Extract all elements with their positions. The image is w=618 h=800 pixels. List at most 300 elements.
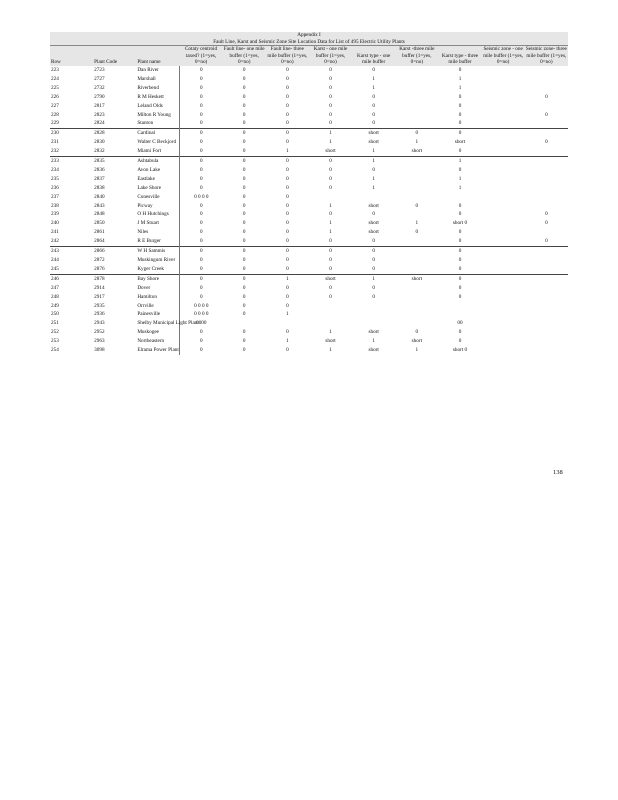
cell-plant-name: Elrama Power Plant bbox=[137, 347, 179, 354]
cell-karst-type-one-mile: 1 bbox=[352, 274, 395, 283]
cell-fault-one-mile bbox=[223, 319, 266, 328]
cell-row-number: 231 bbox=[51, 139, 59, 146]
cell-seismic-three-mile bbox=[525, 119, 568, 128]
cell-seismic-three-mile bbox=[525, 147, 568, 156]
cell-county-centroid: 0000 bbox=[196, 320, 207, 327]
cell-karst-three-mile: 0 bbox=[415, 229, 419, 236]
cell-seismic-one-mile bbox=[482, 75, 525, 84]
cell-seismic-one-mile bbox=[482, 166, 525, 175]
cell-karst-three-mile: 1 bbox=[415, 220, 419, 227]
cell-karst-three-mile bbox=[395, 184, 438, 193]
cell-plant-name: J M Stuart bbox=[136, 219, 179, 228]
table-row bbox=[50, 210, 568, 219]
cell-karst-one-mile: 0 bbox=[329, 293, 332, 300]
cell-karst-type-one-mile: short bbox=[368, 202, 379, 209]
cell-county-centroid: 0 bbox=[200, 148, 203, 155]
cell-seismic-one-mile bbox=[482, 228, 525, 237]
cell-karst-one-mile: 0 bbox=[309, 157, 352, 166]
cell-karst-type-one-mile bbox=[352, 193, 395, 202]
cell-karst-one-mile: short bbox=[309, 274, 352, 283]
cell-plant-code: 2824 bbox=[94, 120, 105, 127]
cell-karst-three-mile: short bbox=[411, 148, 423, 155]
cell-seismic-three-mile bbox=[525, 256, 568, 265]
cell-fault-one-mile: 0 bbox=[242, 302, 246, 309]
cell-fault-three-mile: 0 bbox=[286, 202, 289, 209]
cell-seismic-three-mile: 0 bbox=[545, 139, 548, 146]
cell-plant-name: R E Burger bbox=[136, 237, 179, 246]
cell-karst-one-mile: 1 bbox=[329, 139, 332, 146]
table-row bbox=[50, 66, 568, 75]
col-header-seismic-three-mile: Seismic zone- three mile buffer (1=yes, 0=no) bbox=[525, 46, 567, 66]
cell-karst-three-mile bbox=[395, 256, 438, 265]
cell-karst-three-mile bbox=[395, 293, 438, 302]
cell-seismic-one-mile bbox=[482, 129, 525, 138]
cell-county-centroid: 0 bbox=[200, 84, 203, 91]
table-row bbox=[50, 284, 568, 293]
cell-karst-one-mile: 0 bbox=[309, 247, 352, 256]
cell-seismic-one-mile bbox=[482, 310, 525, 319]
cell-fault-three-mile: 0 bbox=[286, 293, 289, 300]
cell-karst-three-mile bbox=[395, 93, 438, 102]
cell-fault-one-mile: 0 bbox=[242, 284, 246, 291]
cell-county-centroid: 0 0 0 0 bbox=[194, 311, 209, 318]
cell-seismic-three-mile bbox=[525, 157, 568, 166]
cell-fault-three-mile: 0 bbox=[286, 84, 289, 91]
cell-seismic-one-mile bbox=[482, 256, 525, 265]
table-subtitle: Fault Line, Karst and Seismic Zone Site Location Data for List of 495 Electric Utility Plants bbox=[50, 39, 568, 46]
cell-row-number: 242 bbox=[51, 238, 59, 245]
cell-karst-type-three-mile: 0 bbox=[458, 257, 462, 263]
cell-karst-one-mile: 1 bbox=[329, 329, 332, 336]
cell-karst-type-three-mile: 0 bbox=[458, 293, 462, 300]
cell-karst-three-mile: 0 bbox=[415, 202, 419, 209]
cell-seismic-one-mile bbox=[482, 247, 525, 256]
table-row bbox=[50, 75, 568, 84]
cell-karst-type-one-mile: 1 bbox=[352, 157, 395, 166]
cell-karst-one-mile: 0 bbox=[329, 84, 332, 91]
cell-fault-one-mile: 0 bbox=[242, 102, 246, 109]
cell-plant-code: 2935 bbox=[94, 302, 105, 309]
col-header-county-centroid: Cotaty centroid taxed? (1=yes, 0=no) bbox=[179, 46, 222, 66]
col-header-seismic-one-mile: Seismic zone - one mile buffer (1=yes, 0=no) bbox=[483, 46, 524, 66]
cell-karst-type-one-mile bbox=[352, 319, 395, 328]
cell-fault-three-mile: 1 bbox=[286, 338, 289, 345]
cell-karst-type-three-mile: short bbox=[454, 139, 466, 146]
cell-seismic-one-mile bbox=[482, 184, 525, 193]
cell-row-number: 225 bbox=[51, 84, 59, 91]
cell-row-number: 228 bbox=[51, 111, 59, 118]
cell-plant-code: 2848 bbox=[94, 211, 105, 218]
cell-plant-code: 2835 bbox=[93, 157, 136, 166]
cell-karst-type-three-mile: 0 bbox=[458, 265, 462, 272]
cell-plant-name: R M Heskett bbox=[136, 93, 179, 102]
cell-karst-three-mile: 0 bbox=[415, 329, 419, 336]
cell-row-number: 236 bbox=[51, 184, 59, 191]
cell-karst-three-mile: 1 bbox=[415, 139, 419, 146]
cell-karst-type-one-mile: short bbox=[352, 129, 395, 138]
cell-karst-type-three-mile: 0 bbox=[458, 202, 462, 209]
cell-seismic-three-mile bbox=[525, 293, 568, 302]
table-body bbox=[50, 66, 568, 355]
cell-county-centroid: 0 bbox=[200, 175, 203, 182]
cell-karst-type-one-mile: 0 bbox=[372, 66, 375, 73]
table-row bbox=[50, 256, 568, 265]
cell-fault-three-mile: 0 bbox=[286, 166, 289, 173]
cell-fault-three-mile: 0 bbox=[286, 265, 289, 272]
cell-plant-code: 2828 bbox=[93, 129, 136, 138]
appendix-table-sheet bbox=[50, 32, 568, 355]
cell-fault-one-mile: 0 bbox=[242, 265, 246, 272]
cell-seismic-three-mile: 0 bbox=[545, 111, 548, 118]
cell-plant-code: 2830 bbox=[94, 139, 105, 146]
cell-row-number: 248 bbox=[51, 293, 59, 300]
cell-plant-name: Picway bbox=[136, 202, 179, 211]
cell-karst-type-three-mile: 0 bbox=[458, 284, 462, 291]
cell-seismic-three-mile bbox=[525, 84, 568, 93]
table-row bbox=[50, 247, 568, 256]
col-header-karst-one-mile: Karst - one mile buffer (1=yes, 0=no) bbox=[309, 46, 352, 66]
cell-plant-code: 2864 bbox=[94, 238, 105, 245]
cell-county-centroid: 0 bbox=[200, 202, 203, 209]
cell-karst-type-three-mile: 0 bbox=[458, 111, 462, 118]
cell-fault-one-mile: 0 bbox=[223, 274, 266, 283]
cell-plant-code: 2727 bbox=[94, 75, 105, 82]
col-header-row: Row bbox=[50, 46, 93, 66]
cell-seismic-three-mile: 0 bbox=[545, 238, 548, 245]
cell-karst-type-three-mile: 0 bbox=[458, 238, 462, 245]
cell-row-number: 232 bbox=[51, 148, 59, 155]
cell-seismic-three-mile bbox=[525, 265, 568, 274]
cell-plant-name: Dan River bbox=[136, 66, 179, 75]
cell-row-number: 240 bbox=[51, 220, 59, 227]
cell-plant-code: 3098 bbox=[94, 347, 105, 354]
table-row bbox=[50, 274, 568, 283]
cell-fault-one-mile: 0 bbox=[242, 111, 246, 118]
cell-karst-type-three-mile: 0 bbox=[458, 148, 462, 155]
cell-karst-three-mile bbox=[395, 237, 438, 246]
cell-karst-one-mile: 1 bbox=[329, 229, 332, 236]
cell-fault-one-mile: 0 bbox=[242, 175, 246, 182]
cell-plant-code: 2790 bbox=[94, 93, 105, 100]
cell-fault-three-mile: 0 bbox=[286, 302, 289, 309]
cell-karst-one-mile: 0 bbox=[329, 93, 332, 100]
table-row bbox=[50, 202, 568, 211]
cell-seismic-three-mile bbox=[525, 66, 568, 75]
cell-seismic-one-mile bbox=[482, 319, 525, 328]
cell-row-number: 223 bbox=[51, 66, 59, 73]
cell-fault-one-mile: 0 bbox=[242, 93, 246, 100]
cell-karst-type-one-mile: 1 bbox=[372, 184, 375, 191]
cell-plant-code: 2837 bbox=[94, 175, 105, 182]
table-row bbox=[50, 119, 568, 128]
cell-plant-code: 2838 bbox=[94, 184, 105, 191]
cell-karst-type-three-mile: 0 bbox=[458, 229, 462, 236]
cell-plant-code: 2861 bbox=[94, 229, 105, 236]
cell-fault-three-mile: 0 bbox=[286, 220, 289, 227]
cell-fault-three-mile: 0 bbox=[286, 139, 289, 146]
cell-plant-code: 2840 bbox=[94, 193, 105, 200]
cell-fault-one-mile: 0 bbox=[242, 139, 246, 146]
cell-fault-three-mile: 0 bbox=[286, 93, 289, 100]
cell-karst-one-mile: 1 bbox=[329, 347, 332, 354]
cell-karst-type-three-mile: short 0 bbox=[452, 220, 468, 227]
cell-karst-type-one-mile: short bbox=[368, 229, 379, 236]
table-row bbox=[50, 111, 568, 120]
cell-plant-code: 2936 bbox=[94, 311, 105, 318]
cell-county-centroid: 0 bbox=[200, 120, 203, 127]
cell-fault-one-mile: 0 bbox=[223, 247, 266, 256]
cell-row-number: 252 bbox=[51, 329, 59, 336]
cell-plant-name: Milton R Young bbox=[136, 111, 179, 120]
cell-karst-three-mile: 1 bbox=[415, 347, 419, 354]
cell-plant-name: Stanton bbox=[136, 119, 179, 128]
cell-seismic-one-mile bbox=[482, 237, 525, 246]
cell-fault-one-mile: 0 bbox=[223, 157, 266, 166]
cell-county-centroid: 0 bbox=[200, 184, 203, 191]
cell-karst-one-mile: 1 bbox=[329, 220, 332, 227]
cell-karst-one-mile: 0 bbox=[329, 184, 332, 191]
cell-karst-one-mile bbox=[309, 302, 352, 311]
cell-plant-name: Eastlake bbox=[136, 175, 179, 184]
cell-karst-three-mile bbox=[395, 193, 438, 202]
cell-plant-code: 2914 bbox=[94, 284, 105, 291]
cell-row-number: 227 bbox=[51, 102, 59, 109]
cell-county-centroid: 0 bbox=[200, 329, 203, 336]
cell-plant-name: O H Hutchings bbox=[136, 210, 179, 219]
cell-seismic-three-mile bbox=[525, 337, 568, 346]
cell-karst-type-one-mile: 0 bbox=[352, 247, 395, 256]
cell-karst-type-one-mile: 1 bbox=[372, 338, 375, 345]
cell-karst-type-three-mile bbox=[438, 310, 481, 319]
cell-karst-three-mile bbox=[395, 284, 438, 293]
cell-seismic-three-mile bbox=[525, 328, 568, 337]
cell-seismic-three-mile bbox=[525, 319, 568, 328]
cell-seismic-three-mile bbox=[525, 202, 568, 211]
cell-karst-three-mile: short bbox=[411, 338, 423, 345]
table-row bbox=[50, 147, 568, 156]
cell-county-centroid: 0 bbox=[200, 293, 203, 300]
cell-fault-one-mile: 0 bbox=[242, 238, 246, 245]
cell-karst-type-one-mile: 1 bbox=[372, 175, 375, 182]
cell-county-centroid: 0 bbox=[200, 93, 203, 100]
cell-karst-type-one-mile: 1 bbox=[372, 84, 375, 91]
cell-karst-type-three-mile: 0 bbox=[438, 247, 481, 256]
cell-karst-three-mile bbox=[395, 166, 438, 175]
cell-plant-code: 2917 bbox=[94, 293, 105, 300]
cell-plant-name: Marshall bbox=[136, 75, 179, 84]
cell-karst-type-one-mile: 0 bbox=[372, 120, 375, 127]
cell-plant-name: Riverbend bbox=[136, 84, 179, 93]
cell-karst-three-mile bbox=[395, 319, 438, 328]
col-header-karst-type-three-mile: Karst type - three mile buffer bbox=[438, 46, 481, 66]
cell-karst-three-mile bbox=[395, 66, 438, 75]
cell-plant-name: Bay Shore bbox=[136, 274, 179, 283]
cell-karst-one-mile: 0 bbox=[329, 238, 332, 245]
cell-row-number: 237 bbox=[51, 193, 59, 200]
cell-county-centroid: 0 bbox=[179, 157, 222, 166]
cell-plant-name: Orrville bbox=[136, 302, 179, 311]
cell-karst-one-mile: 1 bbox=[309, 129, 352, 138]
cell-fault-one-mile: 0 bbox=[242, 220, 246, 227]
cell-karst-type-three-mile: 0 bbox=[458, 338, 462, 345]
col-header-fault-one-mile: Fault line- one mile buffer (1=yes, 0=no) bbox=[223, 46, 265, 66]
cell-fault-three-mile: 0 bbox=[266, 247, 309, 256]
cell-seismic-three-mile bbox=[525, 284, 568, 293]
cell-plant-name: Conesville bbox=[136, 193, 179, 202]
cell-row-number: 229 bbox=[51, 120, 59, 127]
col-header-karst-three-mile: Karst -three mile buffer (1=yes, 0=no) bbox=[395, 46, 438, 66]
cell-county-centroid: 0 bbox=[200, 102, 203, 109]
cell-plant-name: Ashtabula bbox=[136, 157, 179, 166]
cell-karst-three-mile bbox=[395, 210, 438, 219]
cell-plant-name: Avon Lake bbox=[136, 166, 179, 175]
cell-karst-type-three-mile bbox=[438, 193, 481, 202]
cell-karst-one-mile: 0 bbox=[329, 102, 332, 109]
cell-county-centroid: 0 bbox=[200, 229, 203, 236]
cell-row-number: 238 bbox=[51, 202, 59, 209]
cell-fault-one-mile: 0 bbox=[242, 148, 246, 155]
cell-seismic-three-mile bbox=[525, 102, 568, 111]
cell-karst-one-mile: 0 bbox=[329, 120, 332, 127]
cell-seismic-three-mile bbox=[525, 247, 568, 256]
cell-karst-type-three-mile: 0 bbox=[458, 120, 462, 127]
cell-plant-code: 2878 bbox=[93, 274, 136, 283]
cell-plant-code: 2732 bbox=[94, 84, 105, 91]
table-row bbox=[50, 265, 568, 274]
cell-fault-three-mile: 0 bbox=[266, 129, 309, 138]
cell-plant-code: 2850 bbox=[94, 220, 105, 227]
table-row bbox=[50, 93, 568, 102]
cell-county-centroid: 0 bbox=[200, 66, 203, 73]
cell-karst-type-three-mile: 0 bbox=[458, 93, 462, 100]
cell-row-number: 253 bbox=[51, 338, 59, 345]
cell-karst-one-mile: 0 bbox=[329, 111, 332, 118]
cell-fault-one-mile: 0 bbox=[242, 211, 246, 218]
cell-seismic-one-mile bbox=[482, 193, 525, 202]
cell-seismic-three-mile: 0 bbox=[545, 93, 548, 100]
cell-karst-type-three-mile: 1 bbox=[458, 75, 462, 82]
cell-row-number: 250 bbox=[51, 311, 59, 318]
cell-county-centroid: 0 bbox=[179, 129, 222, 138]
cell-karst-type-three-mile: 0 bbox=[458, 211, 462, 218]
cell-seismic-three-mile bbox=[525, 184, 568, 193]
cell-fault-one-mile: 0 bbox=[242, 202, 246, 209]
cell-karst-type-three-mile: 1 bbox=[458, 84, 462, 91]
column-header-row bbox=[50, 46, 568, 66]
cell-fault-three-mile: 0 bbox=[286, 66, 289, 73]
cell-seismic-one-mile bbox=[482, 219, 525, 228]
cell-karst-type-one-mile: 0 bbox=[372, 102, 375, 109]
cell-plant-code: 2963 bbox=[94, 338, 105, 345]
cell-karst-type-one-mile: 0 bbox=[372, 93, 375, 100]
cell-karst-type-three-mile: 1 bbox=[458, 175, 462, 182]
cell-plant-name: Leland Olds bbox=[136, 102, 179, 111]
table-row bbox=[50, 346, 568, 355]
cell-row-number: 230 bbox=[50, 129, 93, 138]
cell-county-centroid: 0 bbox=[200, 139, 203, 146]
cell-row-number: 249 bbox=[51, 302, 59, 309]
cell-karst-type-one-mile: 1 bbox=[372, 148, 375, 155]
cell-plant-name: Kyger Creek bbox=[136, 265, 179, 274]
cell-plant-name: Dover bbox=[136, 284, 179, 293]
cell-karst-one-mile: 1 bbox=[329, 202, 332, 209]
cell-fault-three-mile: 0 bbox=[286, 75, 289, 82]
cell-seismic-one-mile bbox=[482, 346, 525, 355]
cell-karst-three-mile: short bbox=[395, 274, 438, 283]
table-row bbox=[50, 129, 568, 138]
cell-plant-name: Miami Fort bbox=[136, 147, 179, 156]
cell-seismic-one-mile bbox=[482, 138, 525, 147]
cell-fault-one-mile: 0 bbox=[242, 338, 246, 345]
cell-karst-type-three-mile: short 0 bbox=[452, 347, 468, 354]
cell-county-centroid: 0 bbox=[179, 247, 222, 256]
cell-fault-three-mile: 0 bbox=[286, 229, 289, 236]
table-row bbox=[50, 228, 568, 237]
cell-row-number: 246 bbox=[50, 274, 93, 283]
cell-seismic-one-mile bbox=[482, 111, 525, 120]
cell-fault-one-mile: 0 bbox=[242, 311, 246, 318]
cell-seismic-three-mile bbox=[525, 228, 568, 237]
table-row bbox=[50, 310, 568, 319]
cell-seismic-one-mile bbox=[482, 293, 525, 302]
cell-karst-type-one-mile: 0 bbox=[372, 265, 375, 272]
cell-seismic-three-mile bbox=[525, 346, 568, 355]
cell-fault-three-mile: 0 bbox=[286, 102, 289, 109]
table-row bbox=[50, 157, 568, 166]
cell-row-number: 243 bbox=[50, 247, 93, 256]
cell-fault-one-mile: 0 bbox=[242, 193, 246, 200]
cell-fault-three-mile: 0 bbox=[286, 184, 289, 191]
cell-plant-code: 2876 bbox=[94, 265, 105, 272]
table-row bbox=[50, 337, 568, 346]
cell-fault-three-mile: 0 bbox=[286, 257, 289, 263]
cell-seismic-one-mile bbox=[482, 265, 525, 274]
cell-fault-one-mile: 0 bbox=[242, 75, 246, 82]
cell-karst-type-one-mile: 0 bbox=[372, 111, 375, 118]
cell-karst-type-one-mile: 1 bbox=[372, 75, 375, 82]
cell-fault-three-mile: 0 bbox=[286, 111, 289, 118]
cell-karst-type-one-mile: 0 bbox=[372, 257, 375, 263]
cell-seismic-one-mile bbox=[482, 119, 525, 128]
cell-county-centroid: 0 bbox=[200, 75, 203, 82]
cell-seismic-one-mile bbox=[482, 274, 525, 283]
cell-row-number: 241 bbox=[51, 229, 59, 236]
cell-plant-name: Muskingum River bbox=[136, 256, 179, 265]
cell-fault-one-mile: 0 bbox=[242, 329, 246, 336]
cell-fault-three-mile: 0 bbox=[286, 211, 289, 218]
cell-plant-code: 2952 bbox=[94, 329, 105, 336]
cell-karst-type-one-mile: 0 bbox=[372, 284, 375, 291]
cell-row-number: 247 bbox=[51, 284, 59, 291]
cell-seismic-one-mile bbox=[482, 102, 525, 111]
cell-county-centroid: 0 bbox=[200, 338, 203, 345]
cell-row-number: 233 bbox=[50, 157, 93, 166]
cell-karst-type-one-mile: 0 bbox=[372, 238, 375, 245]
cell-karst-three-mile bbox=[395, 102, 438, 111]
cell-seismic-three-mile bbox=[525, 175, 568, 184]
cell-karst-type-one-mile: short bbox=[368, 329, 379, 336]
cell-karst-type-one-mile: 0 bbox=[372, 211, 375, 218]
cell-fault-one-mile: 0 bbox=[242, 229, 246, 236]
cell-fault-one-mile: 0 bbox=[242, 293, 246, 300]
cell-fault-three-mile: 0 bbox=[286, 347, 289, 354]
cell-karst-three-mile bbox=[395, 75, 438, 84]
cell-karst-one-mile bbox=[309, 310, 352, 319]
cell-fault-three-mile: 1 bbox=[266, 274, 309, 283]
cell-row-number: 235 bbox=[51, 175, 59, 182]
cell-karst-type-one-mile: short bbox=[368, 139, 379, 146]
cell-karst-type-one-mile bbox=[352, 310, 395, 319]
